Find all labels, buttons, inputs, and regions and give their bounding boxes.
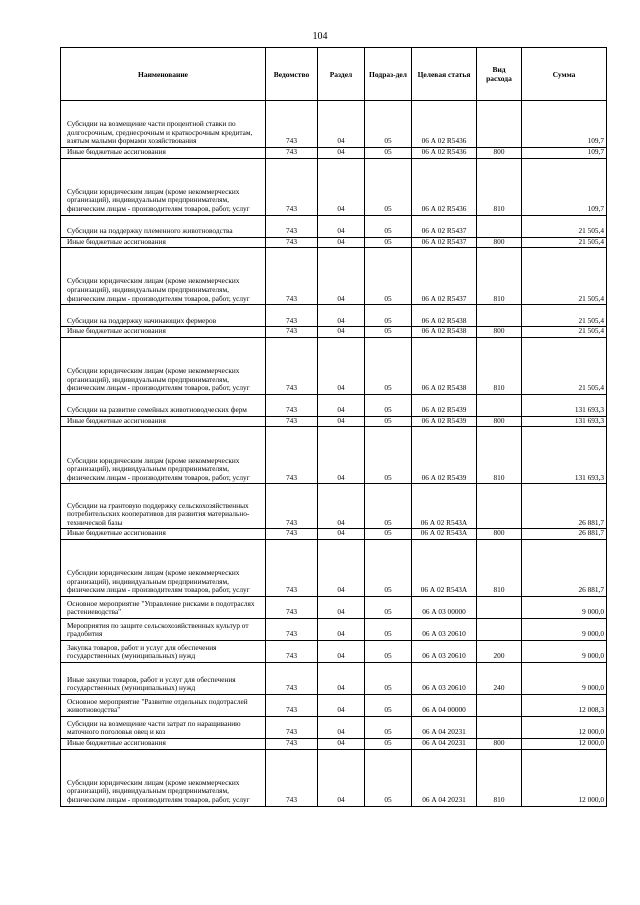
table-cell-dept: 743 [266, 539, 318, 596]
table-cell-expense-type: 800 [477, 416, 522, 427]
table-cell-subsection: 05 [365, 694, 412, 716]
table-cell-target: 06 А 02 R5436 [412, 148, 477, 159]
table-cell-target: 06 А 02 R5439 [412, 427, 477, 484]
table-cell-name: Субсидии юридическим лицам (кроме некоммерческих организаций), индивидуальным предпринимателям, физическим лицам - производителям товаров, работ, услуг [61, 337, 266, 394]
table-cell-dept: 743 [266, 640, 318, 662]
table-cell-amount: 9 000,0 [522, 662, 607, 694]
table-cell-amount: 9 000,0 [522, 596, 607, 618]
table-cell-subsection: 05 [365, 749, 412, 806]
table-row [61, 101, 607, 148]
table-cell-name: Иные бюджетные ассигнования [61, 237, 266, 248]
table-cell-name: Субсидии на поддержку начинающих фермеров [61, 305, 266, 327]
table-row [61, 394, 607, 416]
table-cell-name: Иные бюджетные ассигнования [61, 327, 266, 338]
table-row [61, 529, 607, 540]
table-cell-expense-type [477, 215, 522, 237]
table-cell-dept: 743 [266, 716, 318, 738]
header-section: Раздел [318, 48, 365, 101]
table-cell-expense-type: 810 [477, 248, 522, 305]
table-cell-dept: 743 [266, 662, 318, 694]
table-row [61, 484, 607, 529]
table-row [61, 327, 607, 338]
table-cell-expense-type: 800 [477, 148, 522, 159]
table-row [61, 738, 607, 749]
table-cell-name: Субсидии на возмещение части затрат по наращиванию маточного поголовья овец и коз [61, 716, 266, 738]
table-row [61, 158, 607, 215]
table-row [61, 148, 607, 159]
header-subsection: Подраз-дел [365, 48, 412, 101]
table-row [61, 618, 607, 640]
table-cell-amount: 21 505,4 [522, 237, 607, 248]
table-cell-dept: 743 [266, 416, 318, 427]
table-cell-dept: 743 [266, 248, 318, 305]
table-cell-expense-type [477, 394, 522, 416]
table-cell-section: 04 [318, 618, 365, 640]
table-cell-target: 06 А 02 R543А [412, 529, 477, 540]
table-cell-section: 04 [318, 148, 365, 159]
table-row [61, 716, 607, 738]
table-cell-amount: 12 000,0 [522, 749, 607, 806]
table-cell-target: 06 А 04 20231 [412, 716, 477, 738]
table-cell-subsection: 05 [365, 248, 412, 305]
table-cell-section: 04 [318, 248, 365, 305]
table-cell-subsection: 05 [365, 394, 412, 416]
table-cell-subsection: 05 [365, 662, 412, 694]
table-cell-name: Закупка товаров, работ и услуг для обеспечения государственных (муниципальных) нужд [61, 640, 266, 662]
table-cell-expense-type [477, 101, 522, 148]
table-cell-amount: 12 000,0 [522, 716, 607, 738]
table-cell-target: 06 А 04 20231 [412, 749, 477, 806]
table-cell-amount: 109,7 [522, 101, 607, 148]
table-cell-expense-type [477, 618, 522, 640]
table-cell-name: Субсидии на возмещение части процентной ставки по долгосрочным, среднесрочным и краткосрочным кредитам, взятым малыми формами хозяйствования [61, 101, 266, 148]
table-cell-subsection: 05 [365, 640, 412, 662]
table-cell-section: 04 [318, 749, 365, 806]
table-cell-subsection: 05 [365, 416, 412, 427]
table-cell-dept: 743 [266, 305, 318, 327]
table-cell-subsection: 05 [365, 738, 412, 749]
table-cell-section: 04 [318, 305, 365, 327]
table-cell-dept: 743 [266, 427, 318, 484]
table-cell-target: 06 А 03 00000 [412, 596, 477, 618]
table-cell-amount: 131 693,3 [522, 416, 607, 427]
table-header-row [61, 48, 607, 101]
table-row [61, 237, 607, 248]
header-dept: Ведомство [266, 48, 318, 101]
table-cell-expense-type [477, 484, 522, 529]
table-cell-expense-type [477, 596, 522, 618]
table-cell-name: Субсидии на развитие семейных животноводческих ферм [61, 394, 266, 416]
table-cell-amount: 21 505,4 [522, 305, 607, 327]
table-row [61, 640, 607, 662]
table-cell-amount: 109,7 [522, 148, 607, 159]
table-cell-target: 06 А 02 R5436 [412, 101, 477, 148]
page-number: 104 [312, 31, 328, 42]
table-cell-section: 04 [318, 596, 365, 618]
table-cell-section: 04 [318, 416, 365, 427]
table-cell-section: 04 [318, 529, 365, 540]
table-cell-subsection: 05 [365, 148, 412, 159]
header-amount: Сумма [522, 48, 607, 101]
table-cell-name: Субсидии юридическим лицам (кроме некоммерческих организаций), индивидуальным предпринимателям, физическим лицам - производителям товаров, работ, услуг [61, 539, 266, 596]
budget-table [60, 47, 607, 807]
table-row [61, 694, 607, 716]
table-cell-name: Субсидии юридическим лицам (кроме некоммерческих организаций), индивидуальным предпринимателям, физическим лицам - производителям товаров, работ, услуг [61, 749, 266, 806]
table-cell-subsection: 05 [365, 337, 412, 394]
table-cell-expense-type [477, 694, 522, 716]
table-cell-name: Иные бюджетные ассигнования [61, 416, 266, 427]
table-cell-expense-type: 800 [477, 738, 522, 749]
table-cell-subsection: 05 [365, 158, 412, 215]
table-cell-amount: 12 008,3 [522, 694, 607, 716]
table-cell-subsection: 05 [365, 427, 412, 484]
table-cell-section: 04 [318, 101, 365, 148]
table-cell-amount: 131 693,3 [522, 394, 607, 416]
table-row [61, 596, 607, 618]
table-cell-target: 06 А 02 R5437 [412, 248, 477, 305]
table-cell-dept: 743 [266, 337, 318, 394]
table-cell-amount: 109,7 [522, 158, 607, 215]
table-cell-section: 04 [318, 738, 365, 749]
table-cell-amount: 21 505,4 [522, 337, 607, 394]
table-cell-target: 06 А 02 R5437 [412, 237, 477, 248]
table-cell-section: 04 [318, 327, 365, 338]
table-cell-expense-type: 810 [477, 427, 522, 484]
table-row [61, 416, 607, 427]
table-cell-name: Иные бюджетные ассигнования [61, 529, 266, 540]
table-row [61, 337, 607, 394]
table-cell-name: Субсидии на грантовую поддержку сельскохозяйственных потребительских кооперативов для развития материально-технической базы [61, 484, 266, 529]
table-cell-expense-type: 810 [477, 158, 522, 215]
table-cell-name: Иные бюджетные ассигнования [61, 738, 266, 749]
table-cell-target: 06 А 04 20231 [412, 738, 477, 749]
table-cell-dept: 743 [266, 618, 318, 640]
table-cell-name: Субсидии на поддержку племенного животноводства [61, 215, 266, 237]
table-cell-target: 06 А 02 R5439 [412, 416, 477, 427]
table-cell-target: 06 А 02 R5438 [412, 327, 477, 338]
table-cell-expense-type: 810 [477, 337, 522, 394]
table-cell-target: 06 А 02 R5438 [412, 337, 477, 394]
header-expense-type: Вид расхода [477, 48, 522, 101]
table-cell-section: 04 [318, 394, 365, 416]
table-cell-amount: 21 505,4 [522, 327, 607, 338]
table-cell-target: 06 А 02 R543А [412, 484, 477, 529]
table-cell-section: 04 [318, 484, 365, 529]
table-cell-target: 06 А 02 R5437 [412, 215, 477, 237]
table-cell-name: Субсидии юридическим лицам (кроме некоммерческих организаций), индивидуальным предпринимателям, физическим лицам - производителям товаров, работ, услуг [61, 158, 266, 215]
table-cell-section: 04 [318, 662, 365, 694]
table-cell-subsection: 05 [365, 305, 412, 327]
table-cell-dept: 743 [266, 237, 318, 248]
table-cell-target: 06 А 03 20610 [412, 618, 477, 640]
table-cell-amount: 21 505,4 [522, 215, 607, 237]
table-row [61, 662, 607, 694]
table-cell-dept: 743 [266, 394, 318, 416]
table-cell-target: 06 А 02 R5439 [412, 394, 477, 416]
table-cell-dept: 743 [266, 529, 318, 540]
table-cell-name: Иные закупки товаров, работ и услуг для обеспечения государственных (муниципальных) нужд [61, 662, 266, 694]
table-cell-expense-type: 810 [477, 539, 522, 596]
table-cell-section: 04 [318, 215, 365, 237]
header-target: Целевая статья [412, 48, 477, 101]
table-cell-subsection: 05 [365, 215, 412, 237]
table-cell-expense-type: 800 [477, 529, 522, 540]
table-cell-amount: 26 881,7 [522, 484, 607, 529]
table-cell-section: 04 [318, 539, 365, 596]
table-cell-expense-type: 800 [477, 327, 522, 338]
table-cell-subsection: 05 [365, 618, 412, 640]
table-cell-dept: 743 [266, 215, 318, 237]
table-row [61, 539, 607, 596]
table-cell-dept: 743 [266, 484, 318, 529]
table-cell-dept: 743 [266, 738, 318, 749]
table-cell-section: 04 [318, 237, 365, 248]
table-cell-section: 04 [318, 427, 365, 484]
table-cell-subsection: 05 [365, 101, 412, 148]
table-cell-subsection: 05 [365, 484, 412, 529]
table-cell-name: Мероприятия по защите сельскохозяйственных культур от градобития [61, 618, 266, 640]
table-cell-target: 06 А 03 20610 [412, 662, 477, 694]
table-cell-section: 04 [318, 158, 365, 215]
table-cell-subsection: 05 [365, 539, 412, 596]
table-cell-section: 04 [318, 716, 365, 738]
table-row [61, 305, 607, 327]
table-cell-section: 04 [318, 337, 365, 394]
table-cell-amount: 26 881,7 [522, 529, 607, 540]
table-cell-expense-type: 200 [477, 640, 522, 662]
table-cell-dept: 743 [266, 749, 318, 806]
table-cell-name: Основное мероприятие "Управление рисками в подотраслях растениеводства" [61, 596, 266, 618]
table-cell-dept: 743 [266, 327, 318, 338]
table-cell-subsection: 05 [365, 529, 412, 540]
table-cell-amount: 131 693,3 [522, 427, 607, 484]
table-cell-target: 06 А 03 20610 [412, 640, 477, 662]
table-cell-expense-type: 810 [477, 749, 522, 806]
table-cell-subsection: 05 [365, 237, 412, 248]
table-row [61, 749, 607, 806]
table-cell-expense-type: 800 [477, 237, 522, 248]
table-cell-section: 04 [318, 640, 365, 662]
table-cell-amount: 21 505,4 [522, 248, 607, 305]
table-cell-name: Иные бюджетные ассигнования [61, 148, 266, 159]
table-cell-dept: 743 [266, 101, 318, 148]
header-name: Наименование [61, 48, 266, 101]
table-cell-name: Основное мероприятие "Развитие отдельных подотраслей животноводства" [61, 694, 266, 716]
table-cell-dept: 743 [266, 148, 318, 159]
table-cell-expense-type [477, 716, 522, 738]
table-cell-subsection: 05 [365, 327, 412, 338]
table-row [61, 248, 607, 305]
table-cell-target: 06 А 04 00000 [412, 694, 477, 716]
table-cell-dept: 743 [266, 694, 318, 716]
table-cell-subsection: 05 [365, 716, 412, 738]
table-cell-name: Субсидии юридическим лицам (кроме некоммерческих организаций), индивидуальным предпринимателям, физическим лицам - производителям товаров, работ, услуг [61, 427, 266, 484]
table-cell-target: 06 А 02 R5438 [412, 305, 477, 327]
table-cell-target: 06 А 02 R543А [412, 539, 477, 596]
table-cell-amount: 9 000,0 [522, 618, 607, 640]
table-cell-target: 06 А 02 R5436 [412, 158, 477, 215]
table-cell-dept: 743 [266, 596, 318, 618]
table-cell-amount: 26 881,7 [522, 539, 607, 596]
table-cell-subsection: 05 [365, 596, 412, 618]
table-cell-expense-type: 240 [477, 662, 522, 694]
table-cell-name: Субсидии юридическим лицам (кроме некоммерческих организаций), индивидуальным предпринимателям, физическим лицам - производителям товаров, работ, услуг [61, 248, 266, 305]
table-cell-dept: 743 [266, 158, 318, 215]
table-cell-expense-type [477, 305, 522, 327]
table-cell-section: 04 [318, 694, 365, 716]
table-row [61, 215, 607, 237]
table-cell-amount: 9 000,0 [522, 640, 607, 662]
table-cell-amount: 12 000,0 [522, 738, 607, 749]
table-row [61, 427, 607, 484]
